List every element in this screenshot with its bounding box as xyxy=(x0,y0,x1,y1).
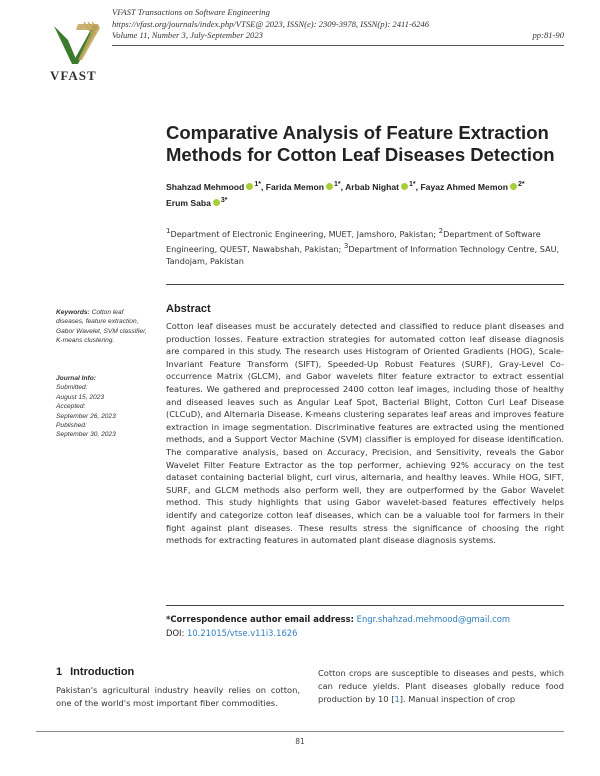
intro-column-1: Pakistan's agricultural industry heavily relies on cotton, one of the world's most important fiber commodities. xyxy=(56,685,300,708)
journal-volume: Volume 11, Number 3, July-September 2023 xyxy=(112,30,263,40)
correspondence xyxy=(166,614,510,624)
accepted-label: Accepted: xyxy=(56,403,86,411)
orcid-icon[interactable] xyxy=(326,183,333,190)
author-separator: , xyxy=(340,182,346,192)
author-name: Erum Saba xyxy=(166,198,211,208)
author-mark: 2* xyxy=(517,181,525,188)
journal-info-label: Journal Info: xyxy=(56,375,96,382)
doi-link[interactable]: 10.21015/vtse.v11i3.1626 xyxy=(187,628,298,638)
journal-url-issn: https://vfast.org/journals/index.php/VTSE@ 2023, ISSN(e): 2309-3978, ISSN(p): 2411-6246 xyxy=(112,19,430,29)
intro-text: ]. Manual inspection of crop xyxy=(399,694,516,704)
author-name: Shahzad Mehmood xyxy=(166,182,245,192)
page-number: 81 xyxy=(295,737,305,746)
keywords: Cotton leaf diseases, feature extraction, Gabor Wavelet, SVM classifier, K-means clustering. xyxy=(56,309,147,345)
affiliation-1: Department of Electronic Engineering, MUET, Jamshoro, Pakistan; xyxy=(170,229,439,239)
author-separator: , xyxy=(260,182,266,192)
intro-text: Cotton crops are susceptible to diseases and pests, which can reduce yields. Plant diseases globally reduce food production by 10 [ xyxy=(318,668,564,704)
intro-column-2 xyxy=(318,667,564,706)
author-name: Fayaz Ahmed Memon xyxy=(420,182,508,192)
orcid-icon[interactable] xyxy=(213,199,220,206)
author xyxy=(345,182,420,192)
journal-name: VFAST Transactions on Software Engineering xyxy=(112,7,270,17)
author xyxy=(166,182,266,192)
divider xyxy=(166,605,564,606)
author xyxy=(420,182,524,192)
correspondence-label: *Correspondence author email address: xyxy=(166,614,354,624)
author-mark: 1* xyxy=(254,181,261,188)
keywords-label: Keywords: xyxy=(56,309,90,316)
author-name: Farida Memon xyxy=(265,182,324,192)
abstract-heading: Abstract xyxy=(166,303,211,315)
footer-rule xyxy=(36,731,564,732)
section-title: Introduction xyxy=(70,666,135,678)
author-mark: 1* xyxy=(333,181,341,188)
abstract-text: Cotton leaf diseases must be accurately detected and classified to reduce plant diseases and production losses. Feature extraction strategies for automated cotton leaf disease diagnosis are compared in this study. The research uses Histogram of Oriented Gradients (HOG), Scale-Invariant Feature Transform (SIFT), Speeded-Up Robust Features (SURF), Gray-Level Co-occurrence Matrix (GLCM), and Gabor wavelets filter feature extractor to extract essential features. We gathered and preprocessed 2400 cotton leaf images, including those of healthy and diseased leaves such as Angular Leaf Spot, Bacterial Blight, Cotton Curl Leaf Disease (CLCuD), and Alternaria Disease. K-means clustering separates leaf areas and improves feature extraction in image segmentation. Discriminative features are extracted using the mentioned methods, and a Support Vector Machine (SVM) classifier is employed for disease identification. The comparative analysis, based on Accuracy, Precision, and Sensitivity, reveals the Gabor Wavelet Filter Feature Extractor as the top performer, achieving 92% accuracy on the test dataset containing bacterial blight, curl virus, alternaria, and healthy leaves. While HOG, SIFT, SURF, and GLCM methods also perform well, they are outperformed by the Gabor Wavelet method. This study highlights that using Gabor wavelet-based features effectively helps identify and categorize cotton leaf diseases, which can be a valuable tool for farmers in their fight against plant diseases. These results stress the significance of choosing the right methods for extracting features in automated plant disease diagnosis systems. xyxy=(166,321,564,546)
page-range: pp:81-90 xyxy=(532,30,564,40)
author-mark: 1* xyxy=(409,181,416,188)
affil-number: 2 xyxy=(438,227,444,235)
submitted-date: August 15, 2023 xyxy=(56,393,105,401)
doi-label: DOI: xyxy=(166,628,185,638)
accepted-date: September 26, 2023 xyxy=(56,412,116,420)
author-name: Arbab Nighat xyxy=(345,182,400,192)
author-list xyxy=(166,178,576,210)
orcid-icon[interactable] xyxy=(510,183,517,190)
author xyxy=(166,198,228,208)
keywords-block xyxy=(56,308,152,346)
email-link[interactable]: Engr.shahzad.mehmood@gmail.com xyxy=(356,614,511,624)
affil-number: 3 xyxy=(343,242,349,250)
header-rule xyxy=(112,45,564,46)
paper-title: Comparative Analysis of Feature Extraction Methods for Cotton Leaf Diseases Detection xyxy=(166,122,555,165)
journal-info-block xyxy=(56,374,152,440)
published-date: September 30, 2023 xyxy=(56,431,116,439)
journal-logo xyxy=(48,20,106,82)
author xyxy=(266,182,345,192)
affiliation-2: Department of Software Engineering, QUEST, Nawabshah, Pakistan; xyxy=(166,229,541,254)
author-mark: 3* xyxy=(220,197,228,204)
affil-number: 1 xyxy=(166,227,171,235)
section-number: 1 xyxy=(56,666,63,678)
orcid-icon[interactable] xyxy=(246,183,253,190)
submitted-label: Submitted: xyxy=(56,384,88,392)
published-label: Published: xyxy=(56,422,87,430)
affiliations xyxy=(166,225,576,267)
logo-text: VFAST xyxy=(50,68,97,82)
citation-link[interactable]: 1 xyxy=(394,694,400,704)
section-heading xyxy=(56,666,142,678)
affiliation-3: Department of Information Technology Centre, SAU, Tandojam, Pakistan xyxy=(166,244,560,266)
doi xyxy=(166,628,297,638)
orcid-icon[interactable] xyxy=(401,183,408,190)
divider xyxy=(166,284,564,285)
author-separator: , xyxy=(415,182,421,192)
